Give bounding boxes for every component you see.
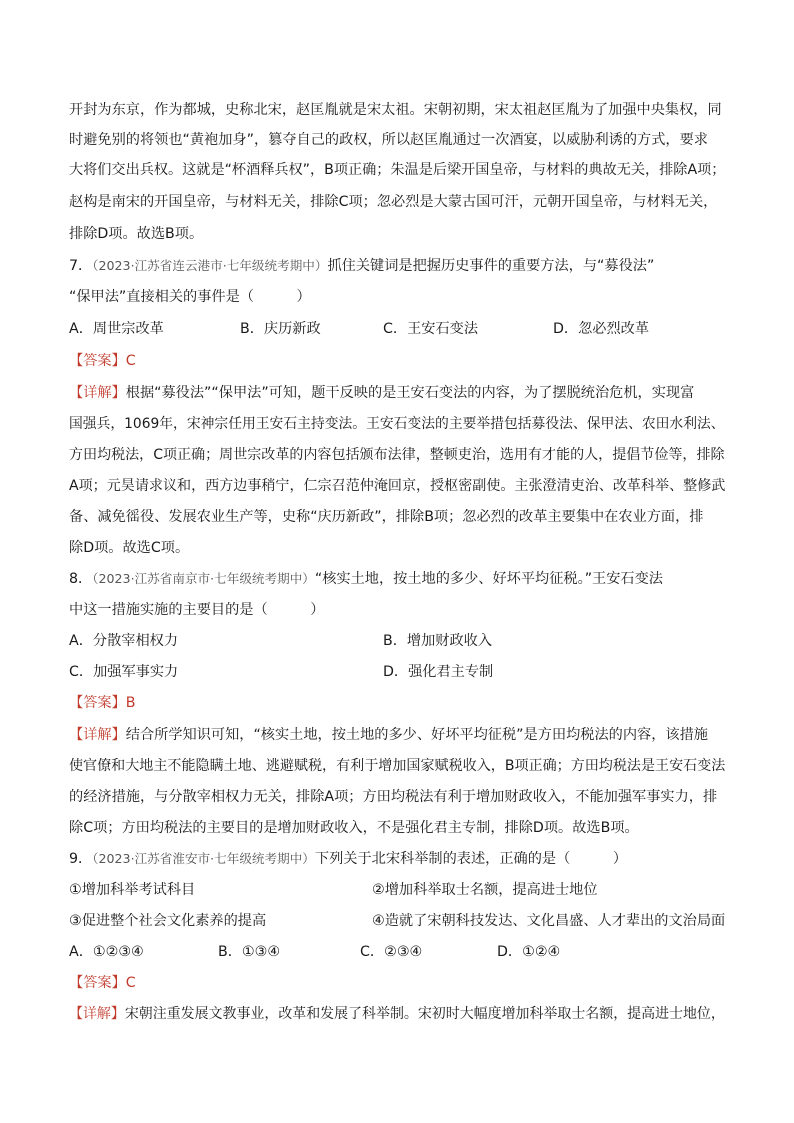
option-c: C．加强军事实力 [69,664,179,680]
detail-line: 国强兵，1069年，宋神宗任用王安石主持变法。王安石变法的主要举措包括募役法、保甲法、农田水利法、 [69,416,725,432]
option-d: D．①②④ [497,944,561,960]
detail-line: 【详解】宋朝注重发展文教事业，改革和发展了科举制。宋初时大幅度增加科举取士名额，提高进士地位， [69,1006,725,1022]
statement-2: ②增加科举取士名额，提高进士地位 [372,882,598,898]
question-text: “保甲法”直接相关的事件是（ ） [69,289,311,305]
detail-line: 使官僚和大地主不能隐瞒土地、逃避赋税，有利于增加国家赋税收入，B项正确；方田均税法是王安石变法 [69,758,726,774]
text-line: 排除D项。故选B项。 [69,226,204,242]
answer-tag: 【答案】 [69,353,126,369]
answer-value: B [125,695,136,711]
option-a: A．①②③④ [69,944,144,960]
question-text: 中这一措施实施的主要目的是（ ） [69,602,325,618]
text-line: 时避免别的将领也“黄袍加身”，篡夺自己的政权，所以赵匡胤通过一次酒宴，以威胁利诱的方式，要求 [69,132,708,148]
option-b: B．增加财政收入 [383,633,493,649]
detail-line: A项；元昊请求议和，西方边事稍宁，仁宗召范仲淹回京，授枢密副使。主张澄清吏治、改革科举、整修武 [69,478,726,494]
question-7-stem [69,256,654,276]
question-text: “核实土地，按土地的多少、好坏平均征税。”王安石变法 [314,571,663,587]
text-line: 赵构是南宋的开国皇帝，与材料无关，排除C项；忽必烈是大蒙古国可汗，元朝开国皇帝，与材料无关， [69,194,718,210]
question-number: 7． [69,258,93,274]
option-a: A．分散宰相权力 [69,633,179,649]
detail-line: 除C项；方田均税法的主要目的是增加财政收入，不是强化君主专制，排除D项。故选B项。 [69,820,639,836]
statement-4: ④造就了宋朝科技发达、文化昌盛、人才辈出的文治局面 [372,913,726,929]
option-d: D．忽必烈改革 [553,321,650,337]
option-c: C．②③④ [360,944,423,960]
detail-line: 备、减免徭役、发展农业生产等，史称“庆历新政”，排除B项；忽必烈的改革主要集中在农业方面，排 [69,509,704,525]
text-line: 开封为东京，作为都城，史称北宋，赵匡胤就是宋太祖。宋朝初期，宋太祖赵匡胤为了加强中央集权，同 [69,102,722,118]
option-b: B．①③④ [218,944,281,960]
question-source: （2023·江苏省淮安市·七年级统考期中） [92,851,315,866]
option-b: B．庆历新政 [240,321,321,337]
question-9-stem [69,849,627,869]
answer-line [69,973,136,993]
question-source: （2023·江苏省南京市·七年级统考期中） [92,571,315,586]
question-8-stem [69,569,663,589]
answer-value: C [125,975,136,991]
detail-tag: 【详解】 [69,1006,125,1022]
question-source: （2023·江苏省连云港市·七年级统考期中） [92,258,328,273]
detail-line: 【详解】根据“募役法”“保甲法”可知，题干反映的是王安石变法的内容，为了摆脱统治危机，实现富 [69,385,695,401]
question-text: 抓住关键词是把握历史事件的重要方法，与“募役法” [327,258,655,274]
answer-line [69,351,136,371]
detail-line: 【详解】结合所学知识可知，“核实土地，按土地的多少、好坏平均征税”是方田均税法的内容，该措施 [69,727,708,743]
answer-value: C [125,353,136,369]
option-d: D．强化君主专制 [383,664,494,680]
answer-line [69,693,136,713]
detail-line: 方田均税法，C项正确；周世宗改革的内容包括颁布法律，整顿吏治，选用有才能的人，提倡节俭等，排除 [69,447,725,463]
question-number: 9． [69,851,93,867]
answer-tag: 【答案】 [69,695,126,711]
option-a: A．周世宗改革 [69,321,164,337]
detail-tag: 【详解】 [69,727,126,743]
detail-line: 除D项。故选C项。 [69,540,190,556]
detail-tag: 【详解】 [69,385,126,401]
question-number: 8． [69,571,93,587]
detail-line: 的经济措施，与分散宰相权力无关，排除A项；方田均税法有利于增加财政收入，不能加强军事实力，排 [69,789,718,805]
question-text: 下列关于北宋科举制的表述，正确的是（ ） [314,851,628,867]
statement-3: ③促进整个社会文化素养的提高 [69,913,267,929]
text-line: 大将们交出兵权。这就是“杯酒释兵权”，B项正确；朱温是后梁开国皇帝，与材料的典故无关，排除A项； [69,162,726,178]
answer-tag: 【答案】 [69,975,126,991]
statement-1: ①增加科举考试科目 [69,882,196,898]
option-c: C．王安石变法 [383,321,479,337]
